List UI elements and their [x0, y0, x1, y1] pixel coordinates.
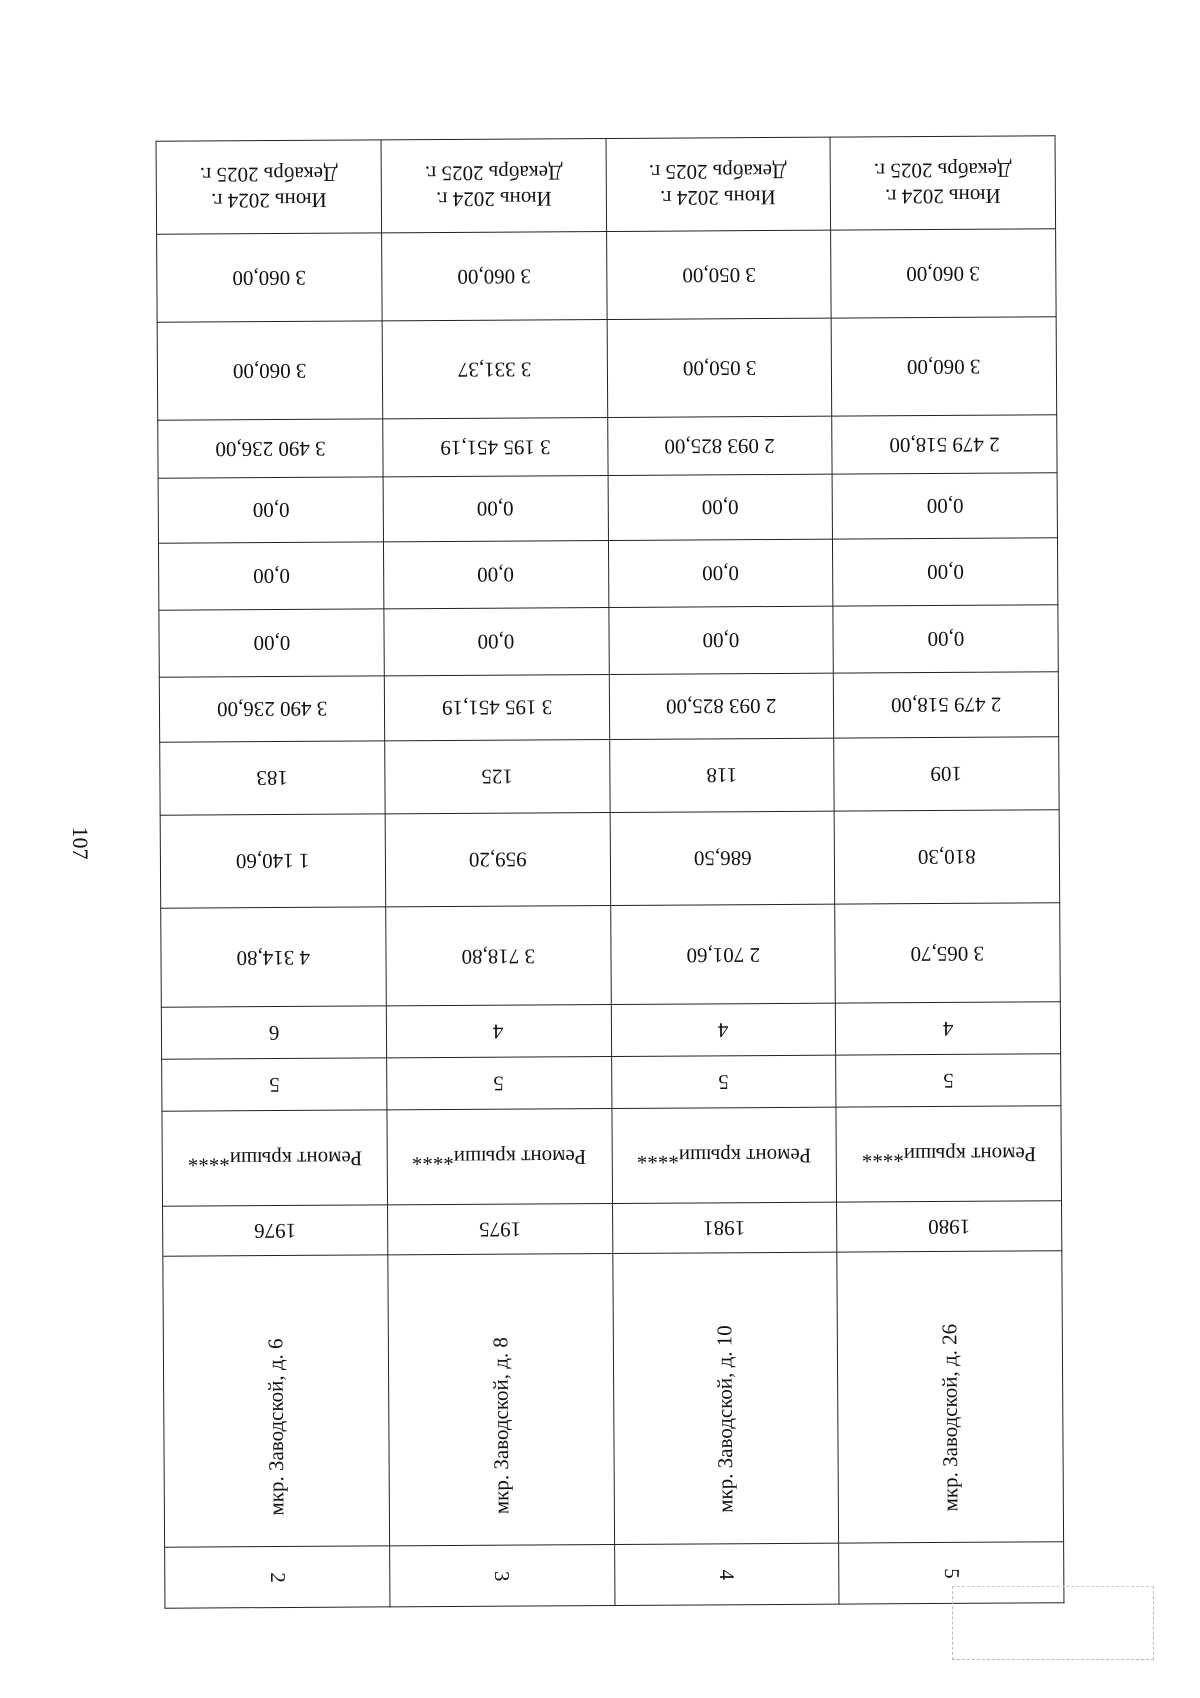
- cell-period: Июнь 2024 г. Декабрь 2025 г.: [381, 139, 606, 233]
- cell-residents: 118: [609, 738, 834, 813]
- cell-year: 1980: [837, 1201, 1062, 1252]
- cell-area-roof: 686,50: [610, 811, 835, 905]
- cell-floors: 5: [836, 1054, 1061, 1107]
- cell-owners-funds: 3 195 451,19: [382, 417, 607, 477]
- cell-area-roof: 1 140,60: [160, 814, 385, 908]
- cell-residents: 125: [384, 739, 609, 814]
- cell-floors: 5: [162, 1058, 387, 1111]
- row-total-cost: [159, 672, 1058, 742]
- row-owners-funds: [158, 414, 1057, 478]
- row-area-total: [161, 903, 1061, 1008]
- cell-work-type: Ремонт крыши****: [836, 1106, 1061, 1202]
- cell-total-cost: 3 490 236,00: [159, 676, 384, 742]
- cell-fund-3: 0,00: [383, 476, 608, 542]
- cell-area-total: 3 718,80: [385, 905, 610, 1006]
- cell-area-total: 4 314,80: [161, 907, 386, 1008]
- cell-area-total: 2 701,60: [610, 904, 835, 1005]
- cell-fund-3: 0,00: [608, 474, 833, 540]
- cell-limit-cost: 3 050,00: [606, 230, 831, 320]
- cell-fund-2: 0,00: [608, 539, 833, 607]
- row-period: [156, 136, 1056, 234]
- cell-address: мкр. Заводской, д. 6: [163, 1255, 390, 1548]
- cell-entrances: 4: [386, 1005, 611, 1058]
- cell-work-type: Ремонт крыши****: [611, 1107, 836, 1203]
- row-area-roof: [160, 810, 1060, 908]
- cell-year: 1975: [387, 1204, 612, 1255]
- cell-entrances: 4: [836, 1002, 1061, 1055]
- row-entrances: [161, 1002, 1060, 1059]
- cell-entrances: 6: [161, 1006, 386, 1059]
- cell-floors: 5: [611, 1055, 836, 1108]
- cell-year: 1981: [612, 1202, 837, 1253]
- cell-unit-cost: 3 331,37: [382, 320, 607, 419]
- cell-fund-2: 0,00: [383, 540, 608, 608]
- cell-fund-1: 0,00: [384, 607, 609, 675]
- row-year: [163, 1201, 1062, 1256]
- row-fund-3: [158, 473, 1057, 543]
- cell-number: 2: [165, 1546, 390, 1608]
- row-address: [163, 1250, 1064, 1547]
- cell-total-cost: 2 479 518,00: [834, 672, 1059, 738]
- cell-owners-funds: 3 490 236,00: [158, 419, 383, 479]
- cell-address: мкр. Заводской, д. 8: [388, 1253, 615, 1546]
- cell-work-type: Ремонт крыши****: [387, 1108, 612, 1204]
- repair-schedule-table: [156, 135, 1065, 1608]
- cell-limit-cost: 3 060,00: [381, 231, 606, 321]
- row-limit-cost: [157, 229, 1057, 323]
- cell-area-roof: 810,30: [834, 810, 1059, 904]
- cell-floors: 5: [386, 1057, 611, 1110]
- cell-fund-1: 0,00: [833, 605, 1058, 673]
- row-floors: [162, 1054, 1061, 1111]
- cell-residents: 109: [834, 736, 1059, 811]
- cell-number: 3: [389, 1545, 614, 1607]
- cell-year: 1976: [163, 1205, 388, 1256]
- cell-period: Июнь 2024 г. Декабрь 2025 г.: [606, 137, 831, 231]
- cell-number: 5: [839, 1542, 1064, 1604]
- row-work-type: [162, 1106, 1062, 1207]
- cell-fund-1: 0,00: [608, 606, 833, 674]
- cell-fund-2: 0,00: [158, 542, 383, 610]
- cell-work-type: Ремонт крыши****: [162, 1110, 387, 1206]
- stamp-mark: [952, 1586, 1154, 1660]
- cell-unit-cost: 3 050,00: [607, 319, 832, 418]
- cell-total-cost: 3 195 451,19: [384, 674, 609, 740]
- cell-limit-cost: 3 060,00: [831, 229, 1056, 319]
- cell-owners-funds: 2 479 518,00: [832, 414, 1057, 474]
- cell-unit-cost: 3 060,00: [831, 317, 1056, 416]
- cell-fund-3: 0,00: [832, 473, 1057, 539]
- page-number: 107: [68, 826, 93, 860]
- row-fund-2: [158, 538, 1057, 610]
- cell-total-cost: 2 093 825,00: [609, 673, 834, 739]
- cell-number: 4: [614, 1544, 839, 1606]
- row-unit-cost: [157, 317, 1057, 420]
- row-residents: [160, 736, 1059, 815]
- cell-residents: 183: [160, 740, 385, 815]
- cell-fund-1: 0,00: [159, 609, 384, 677]
- cell-owners-funds: 2 093 825,00: [607, 416, 832, 476]
- cell-limit-cost: 3 060,00: [157, 233, 382, 323]
- cell-fund-3: 0,00: [158, 477, 383, 543]
- cell-entrances: 4: [611, 1003, 836, 1056]
- row-number: [165, 1542, 1064, 1608]
- cell-address: мкр. Заводской, д. 10: [612, 1252, 839, 1545]
- cell-period: Июнь 2024 г. Декабрь 2025 г.: [156, 140, 381, 234]
- cell-period: Июнь 2024 г. Декабрь 2025 г.: [830, 136, 1055, 230]
- cell-area-total: 3 065,70: [835, 903, 1060, 1004]
- row-fund-1: [159, 605, 1058, 677]
- cell-unit-cost: 3 060,00: [157, 321, 382, 420]
- cell-fund-2: 0,00: [833, 538, 1058, 606]
- cell-address: мкр. Заводской, д. 26: [837, 1250, 1064, 1543]
- cell-area-roof: 959,20: [385, 813, 610, 907]
